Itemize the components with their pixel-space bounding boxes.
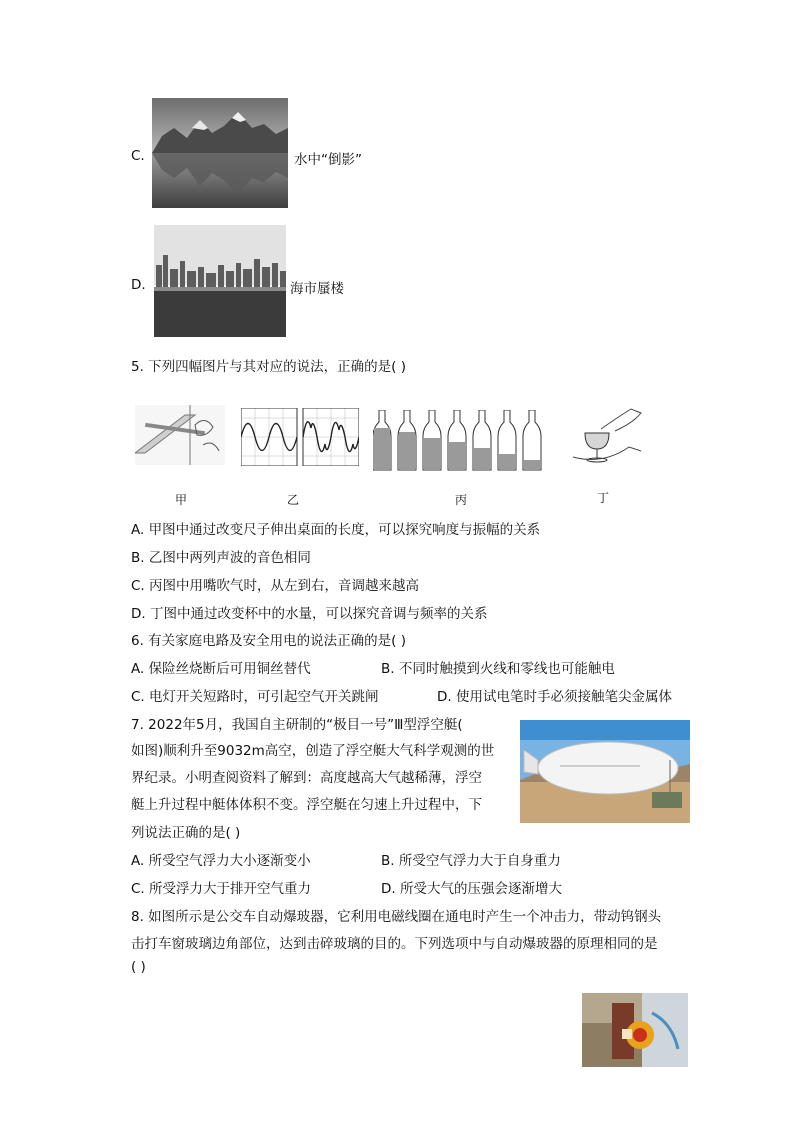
option-c-letter: C.: [131, 148, 145, 164]
option-c-caption: 水中“倒影”: [294, 152, 362, 168]
q5-stem: 5. 下列四幅图片与其对应的说法，正确的是( ): [131, 359, 406, 375]
q6-option-c: C. 电灯开关短路时，可引起空气开关跳闸: [131, 689, 379, 705]
figure-label-jia: 甲: [175, 493, 188, 507]
glass-breaker-photo: [582, 993, 688, 1067]
q8-line-3: ( ): [131, 959, 146, 975]
q5-option-c: C. 丙图中用嘴吹气时，从左到右，音调越来越高: [131, 578, 420, 594]
wine-glass-figure: [565, 405, 645, 465]
q6-option-a: A. 保险丝烧断后可用铜丝替代: [131, 661, 311, 677]
q7-line-1: 7. 2022年5月，我国自主研制的“极目一号”Ⅲ型浮空艇(: [131, 717, 463, 733]
figure-label-ding: 丁: [597, 491, 610, 505]
q7-option-d: D. 所受大气的压强会逐渐增大: [381, 881, 562, 897]
sound-waves-figure: [241, 408, 359, 466]
q7-line-4: 艇上升过程中艇体体积不变。浮空艇在匀速上升过程中，下: [131, 797, 482, 813]
q6-option-d: D. 使用试电笔时手必须接触笔尖金属体: [437, 689, 672, 705]
q6-option-b: B. 不同时触摸到火线和零线也可能触电: [381, 661, 615, 677]
q5-option-a: A. 甲图中通过改变尺子伸出桌面的长度，可以探究响度与振幅的关系: [131, 522, 541, 538]
q5-option-b: B. 乙图中两列声波的音色相同: [131, 550, 311, 566]
q7-line-3: 界纪录。小明查阅资料了解到：高度越高大气越稀薄，浮空: [131, 770, 482, 786]
q8-line-2: 击打车窗玻璃边角部位，达到击碎玻璃的目的。下列选项中与自动爆玻器的原理相同的是: [131, 936, 658, 952]
q7-option-a: A. 所受空气浮力大小逐渐变小: [131, 853, 311, 869]
q5-option-d: D. 丁图中通过改变杯中的水量，可以探究音调与频率的关系: [131, 606, 488, 622]
ruler-table-figure: [135, 405, 225, 465]
q5-figure: [135, 405, 645, 505]
mirage-photo: [154, 225, 286, 337]
q7-option-c: C. 所受浮力大于排开空气重力: [131, 881, 312, 897]
option-d-letter: D.: [131, 277, 146, 293]
option-d-caption: 海市蜃楼: [290, 281, 344, 297]
q7-option-b: B. 所受空气浮力大于自身重力: [381, 853, 561, 869]
q6-stem: 6. 有关家庭电路及安全用电的说法正确的是( ): [131, 633, 406, 649]
airship-photo: [520, 720, 690, 823]
figure-label-yi: 乙: [287, 493, 300, 507]
figure-label-bing: 丙: [455, 493, 468, 507]
q8-line-1: 8. 如图所示是公交车自动爆玻器，它利用电磁线圈在通电时产生一个冲击力，带动钨钢头: [131, 909, 662, 925]
mountain-reflection-photo: [152, 98, 288, 208]
q7-line-2: 如图)顺利升至9032m高空，创造了浮空艇大气科学观测的世: [131, 743, 495, 759]
bottles-figure: [373, 410, 549, 472]
q7-line-5: 列说法正确的是( ): [131, 825, 241, 841]
